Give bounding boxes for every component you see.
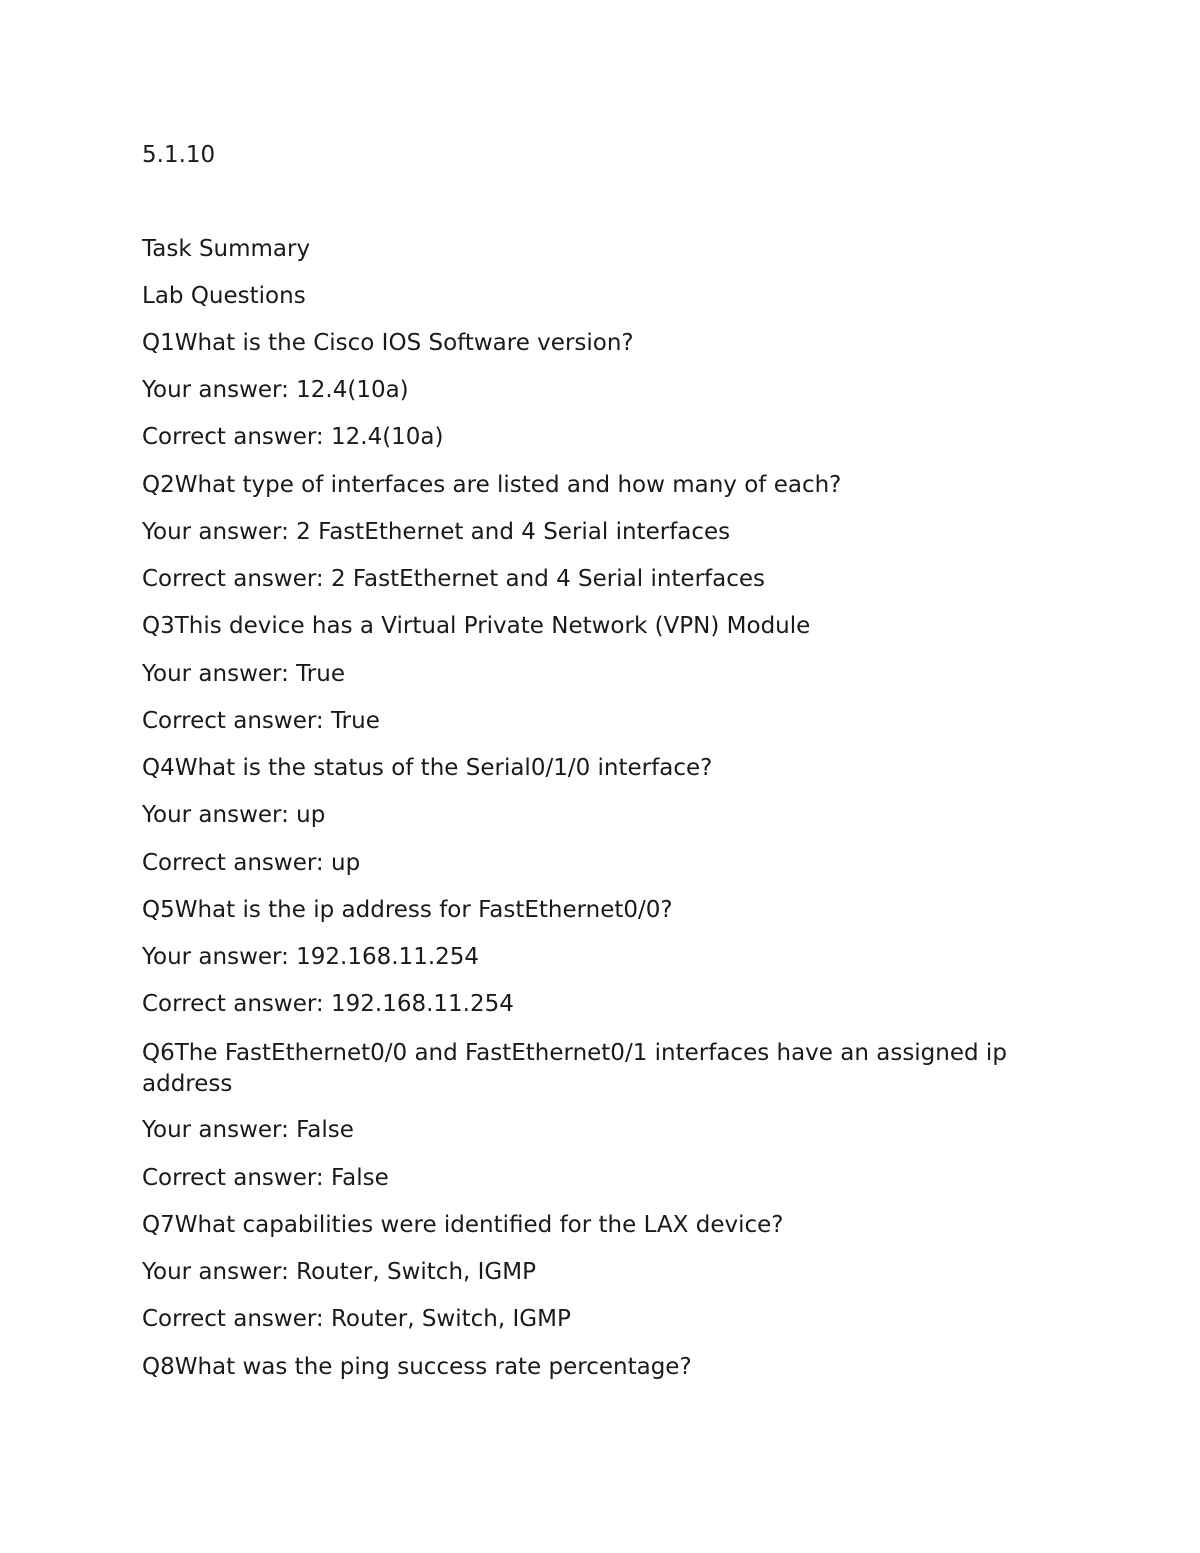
q1-question: Q1What is the Cisco IOS Software version? bbox=[142, 330, 634, 356]
q3-your-answer: Your answer: True bbox=[142, 661, 345, 687]
task-summary-heading: Task Summary bbox=[142, 236, 311, 262]
q4-question: Q4What is the status of the Serial0/1/0 interface? bbox=[142, 755, 713, 781]
lab-questions-heading: Lab Questions bbox=[142, 283, 306, 309]
q6-question: Q6The FastEthernet0/0 and FastEthernet0/1 interfaces have an assigned ip address bbox=[142, 1040, 1007, 1097]
q2-your-answer: Your answer: 2 FastEthernet and 4 Serial interfaces bbox=[142, 519, 731, 545]
q2-question: Q2What type of interfaces are listed and how many of each? bbox=[142, 472, 842, 498]
q1-correct-answer: Correct answer: 12.4(10a) bbox=[142, 424, 444, 450]
q5-your-answer: Your answer: 192.168.11.254 bbox=[142, 944, 480, 970]
q7-question: Q7What capabilities were identified for the LAX device? bbox=[142, 1212, 784, 1238]
q4-correct-answer: Correct answer: up bbox=[142, 850, 361, 876]
q3-correct-answer: Correct answer: True bbox=[142, 708, 380, 734]
q3-question: Q3This device has a Virtual Private Network (VPN) Module bbox=[142, 613, 811, 639]
q1-your-answer: Your answer: 12.4(10a) bbox=[142, 377, 409, 403]
q7-your-answer: Your answer: Router, Switch, IGMP bbox=[142, 1259, 536, 1285]
q5-correct-answer: Correct answer: 192.168.11.254 bbox=[142, 991, 514, 1017]
q4-your-answer: Your answer: up bbox=[142, 802, 326, 828]
q6-your-answer: Your answer: False bbox=[142, 1117, 354, 1143]
section-number: 5.1.10 bbox=[142, 142, 216, 168]
q8-question: Q8What was the ping success rate percentage? bbox=[142, 1354, 692, 1380]
q7-correct-answer: Correct answer: Router, Switch, IGMP bbox=[142, 1306, 571, 1332]
q6-correct-answer: Correct answer: False bbox=[142, 1165, 389, 1191]
q2-correct-answer: Correct answer: 2 FastEthernet and 4 Serial interfaces bbox=[142, 566, 766, 592]
q5-question: Q5What is the ip address for FastEthernet0/0? bbox=[142, 897, 673, 923]
